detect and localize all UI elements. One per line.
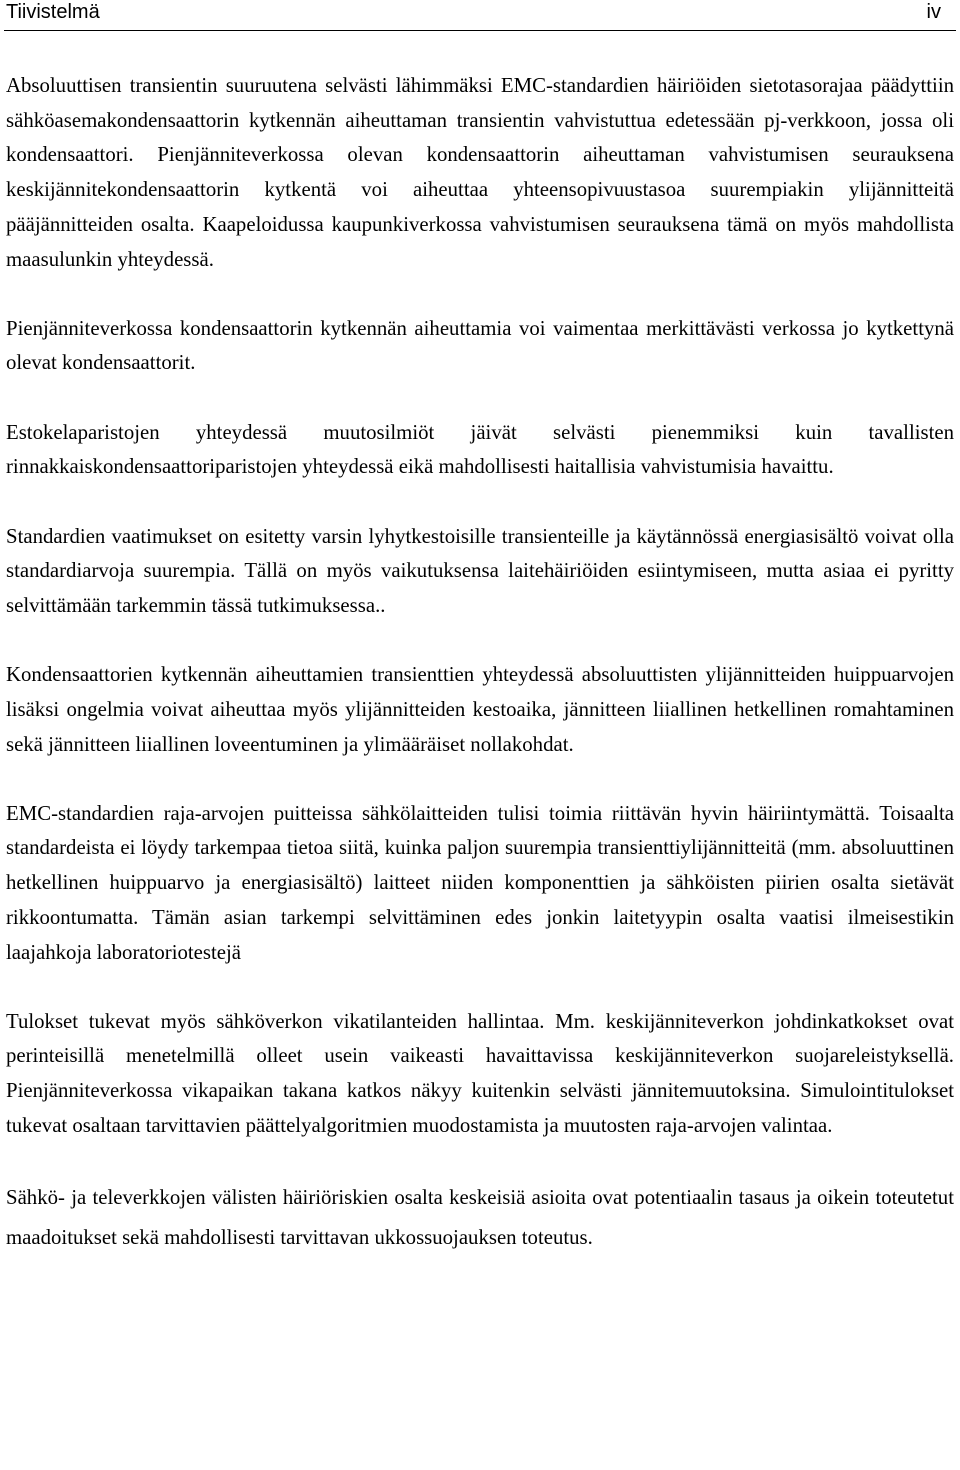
paragraph: Standardien vaatimukset on esitetty varsin lyhytkestoisille transienteille ja käytännössä energiasisältö voivat olla standardiarvoja suurempia. Tällä on myös vaikutuksensa laitehäiriöiden esiintymiseen, mutta asiaa ei pyritty selvittämään tarkemmin tässä tutkimuksessa.. — [6, 524, 954, 617]
document-body — [6, 69, 954, 1293]
paragraph: Kondensaattorien kytkennän aiheuttamien transienttien yhteydessä absoluuttisten ylijännitteiden huippuarvojen lisäksi ongelmia voivat aiheuttaa myös ylijännitteiden kestoaika, jännitteen liiallinen hetkellinen romahtaminen sekä jännitteen liiallinen loveentuminen ja ylimääräiset nollakohdat. — [6, 663, 954, 756]
paragraph: Tulokset tukevat myös sähköverkon vikatilanteiden hallintaa. Mm. keskijänniteverkon johdinkatkokset ovat perinteisillä menetelmillä olleet usein vaikeasti havaittavissa keskijänniteverkon suojareleistyksellä. Pienjänniteverkossa vikapaikan takana katkos näkyy kuitenkin selvästi jännitemuutoksina. Simulointitulokset tukevat osaltaan tarvittavien päättelyalgoritmien muodostamista ja muutosten raja-arvojen valintaa. — [6, 1009, 954, 1137]
page-header — [0, 0, 960, 32]
paragraph: Estokelaparistojen yhteydessä muutosilmiöt jäivät selvästi pienemmiksi kuin tavallisten rinnakkaiskondensaattoriparistojen yhteydessä eikä mahdollisesti haitallisia vahvistumisia havaittu. — [6, 420, 954, 479]
paragraph: Sähkö- ja televerkkojen välisten häiriöriskien osalta keskeisiä asioita ovat potentiaalin tasaus ja oikein toteutetut maadoitukset sekä mahdollisesti tarvittavan ukkossuojauksen toteutus. — [6, 1186, 954, 1250]
section-title: Tiivistelmä — [6, 1, 100, 23]
paragraph: EMC-standardien raja-arvojen puitteissa sähkölaitteiden tulisi toimia riittävän hyvin häiriintymättä. Toisaalta standardeista ei löydy tarkempaa tietoa siitä, kuinka paljon suurempia transienttiylijännitteitä (mm. absoluuttinen hetkellinen huippuarvo ja energiasisältö) laitteet niiden komponenttien ja sähköisten piirien osalta sietävät rikkoontumatta. Tämän asian tarkempi selvittäminen edes jonkin laitetyypin osalta vaatisi ilmeisestikin laajahkoja laboratoriotestejä — [6, 801, 954, 964]
page-number: iv — [926, 1, 941, 23]
paragraph: Pienjänniteverkossa kondensaattorin kytkennän aiheuttamia voi vaimentaa merkittävästi verkossa jo kytkettynä olevat kondensaattorit. — [6, 316, 954, 375]
header-divider — [4, 30, 956, 31]
paragraph: Absoluuttisen transientin suuruutena selvästi lähimmäksi EMC-standardien häiriöiden sietotasorajaa päädyttiin sähköasemakondensaattorin kytkennän aiheuttaman transientin vahvistuttua edetessään pj-verkkoon, jossa oli kondensaattori. Pienjänniteverkossa olevan kondensaattorin aiheuttaman vahvistumisen seurauksena keskijännitekondensaattorin kytkentä voi aiheuttaa yhteensopivuustasoa suurempiakin ylijännitteitä pääjännitteiden osalta. Kaapeloidussa kaupunkiverkossa vahvistumisen seurauksena tämä on myös mahdollista maasulunkin yhteydessä. — [6, 74, 954, 271]
